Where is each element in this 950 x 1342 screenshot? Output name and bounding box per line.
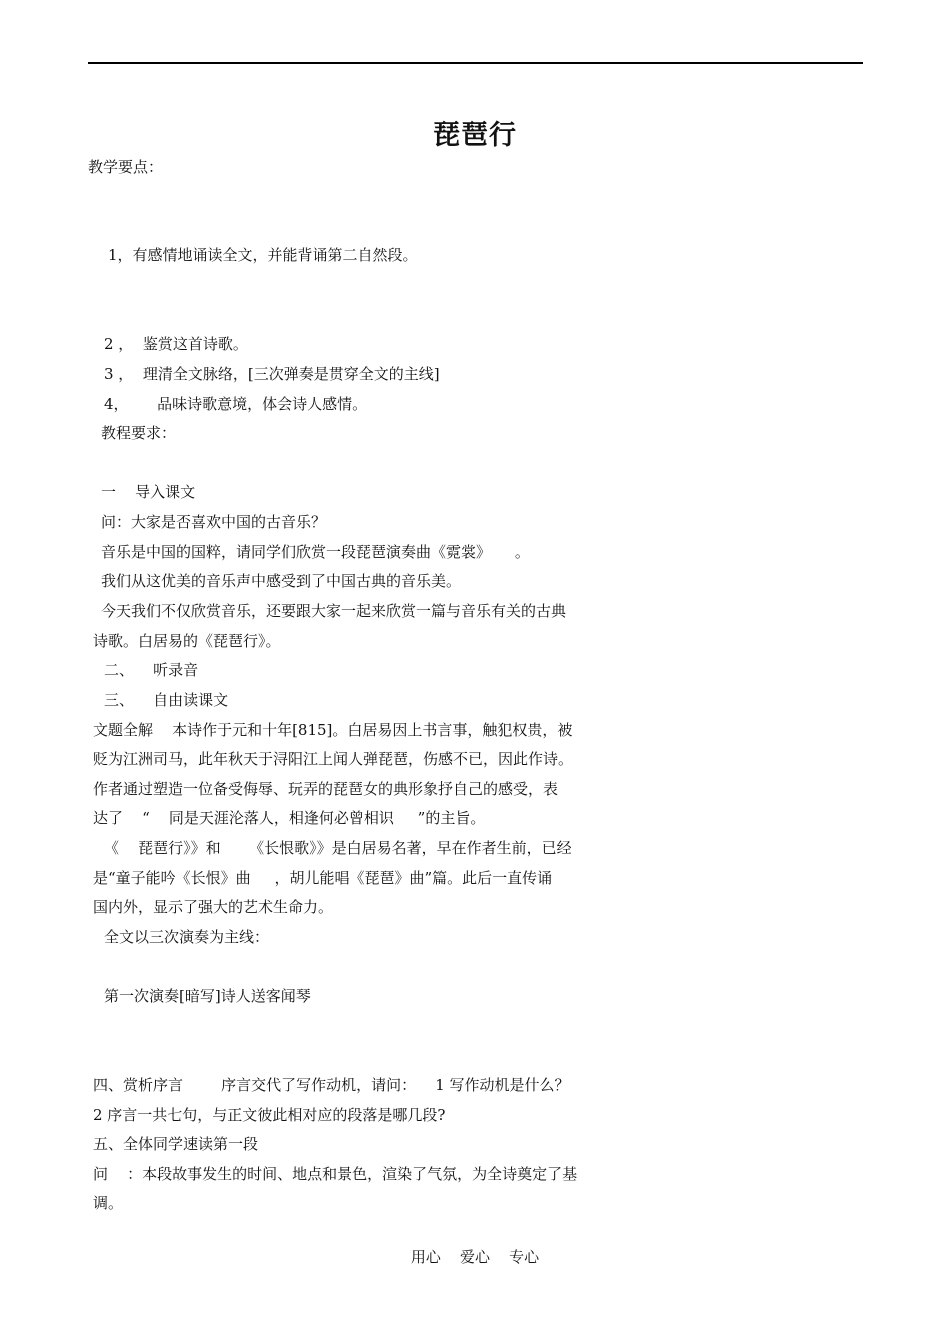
text-line: 2 序言一共七句，与正文彼此相对应的段落是哪几段? bbox=[93, 1106, 446, 1124]
text-line: 问 ：本段故事发生的时间、地点和景色，渲染了气氛，为全诗奠定了基 bbox=[93, 1165, 578, 1183]
text-line: 第一次演奏[暗写]诗人送客闻琴 bbox=[104, 987, 311, 1005]
section-heading-course-requirements: 教程要求： bbox=[101, 424, 177, 442]
text-line: 《 琵琶行》》和 《长恨歌》》是白居易名著，早在作者生前，已经 bbox=[104, 839, 572, 857]
text-line: 作者通过塑造一位备受侮辱、玩弄的琵琶女的典形象抒自己的感受，表 bbox=[93, 780, 559, 798]
text-line: 音乐是中国的国粹，请同学们欣赏一段琵琶演奏曲《霓裳》 。 bbox=[101, 543, 530, 561]
page-title: 琵琶行 bbox=[433, 120, 517, 151]
text-line: 问：大家是否喜欢中国的古音乐？ bbox=[101, 513, 327, 531]
page-footer: 用心 爱心 专心 bbox=[410, 1248, 540, 1266]
text-line: 2 ， 鉴赏这首诗歌。 bbox=[104, 335, 248, 353]
text-line: 3 ， 理清全文脉络，[三次弹奏是贯穿全文的主线] bbox=[104, 365, 440, 383]
text-line: 一 导入课文 bbox=[101, 483, 196, 501]
header-rule bbox=[88, 62, 863, 64]
text-line: 4， 品味诗歌意境，体会诗人感情。 bbox=[104, 395, 368, 413]
text-line: 我们从这优美的音乐声中感受到了中国古典的音乐美。 bbox=[101, 572, 462, 590]
text-line: 全文以三次演奏为主线： bbox=[104, 928, 270, 946]
text-line: 是“童子能吟《长恨》曲 ，胡儿能唱《琵琶》曲”篇。此后一直传诵 bbox=[93, 869, 553, 887]
section-heading-teaching-points: 教学要点： bbox=[88, 158, 164, 176]
text-line: 诗歌。白居易的《琵琶行》。 bbox=[93, 632, 281, 650]
text-line: 文题全解 本诗作于元和十年[815]。白居易因上书言事，触犯权贵，被 bbox=[93, 721, 573, 739]
text-line: 国内外，显示了强大的艺术生命力。 bbox=[93, 898, 334, 916]
text-line: 调。 bbox=[93, 1194, 124, 1212]
text-line: 二、 听录音 bbox=[104, 661, 199, 679]
text-line: 今天我们不仅欣赏音乐，还要跟大家一起来欣赏一篇与音乐有关的古典 bbox=[101, 602, 567, 620]
text-line: 贬为江洲司马，此年秋天于浔阳江上闻人弹琵琶，伤感不已，因此作诗。 bbox=[93, 750, 574, 768]
text-line: 四、赏析序言 序言交代了写作动机，请问： 1 写作动机是什么？ bbox=[93, 1076, 570, 1094]
text-line: 五、全体同学速读第一段 bbox=[93, 1135, 259, 1153]
text-line: 达了 “ 同是天涯沦落人，相逢何必曾相识 ”的主旨。 bbox=[93, 809, 486, 827]
text-line: 三、 自由读课文 bbox=[104, 691, 229, 709]
text-line: 1，有感情地诵读全文，并能背诵第二自然段。 bbox=[108, 246, 418, 264]
